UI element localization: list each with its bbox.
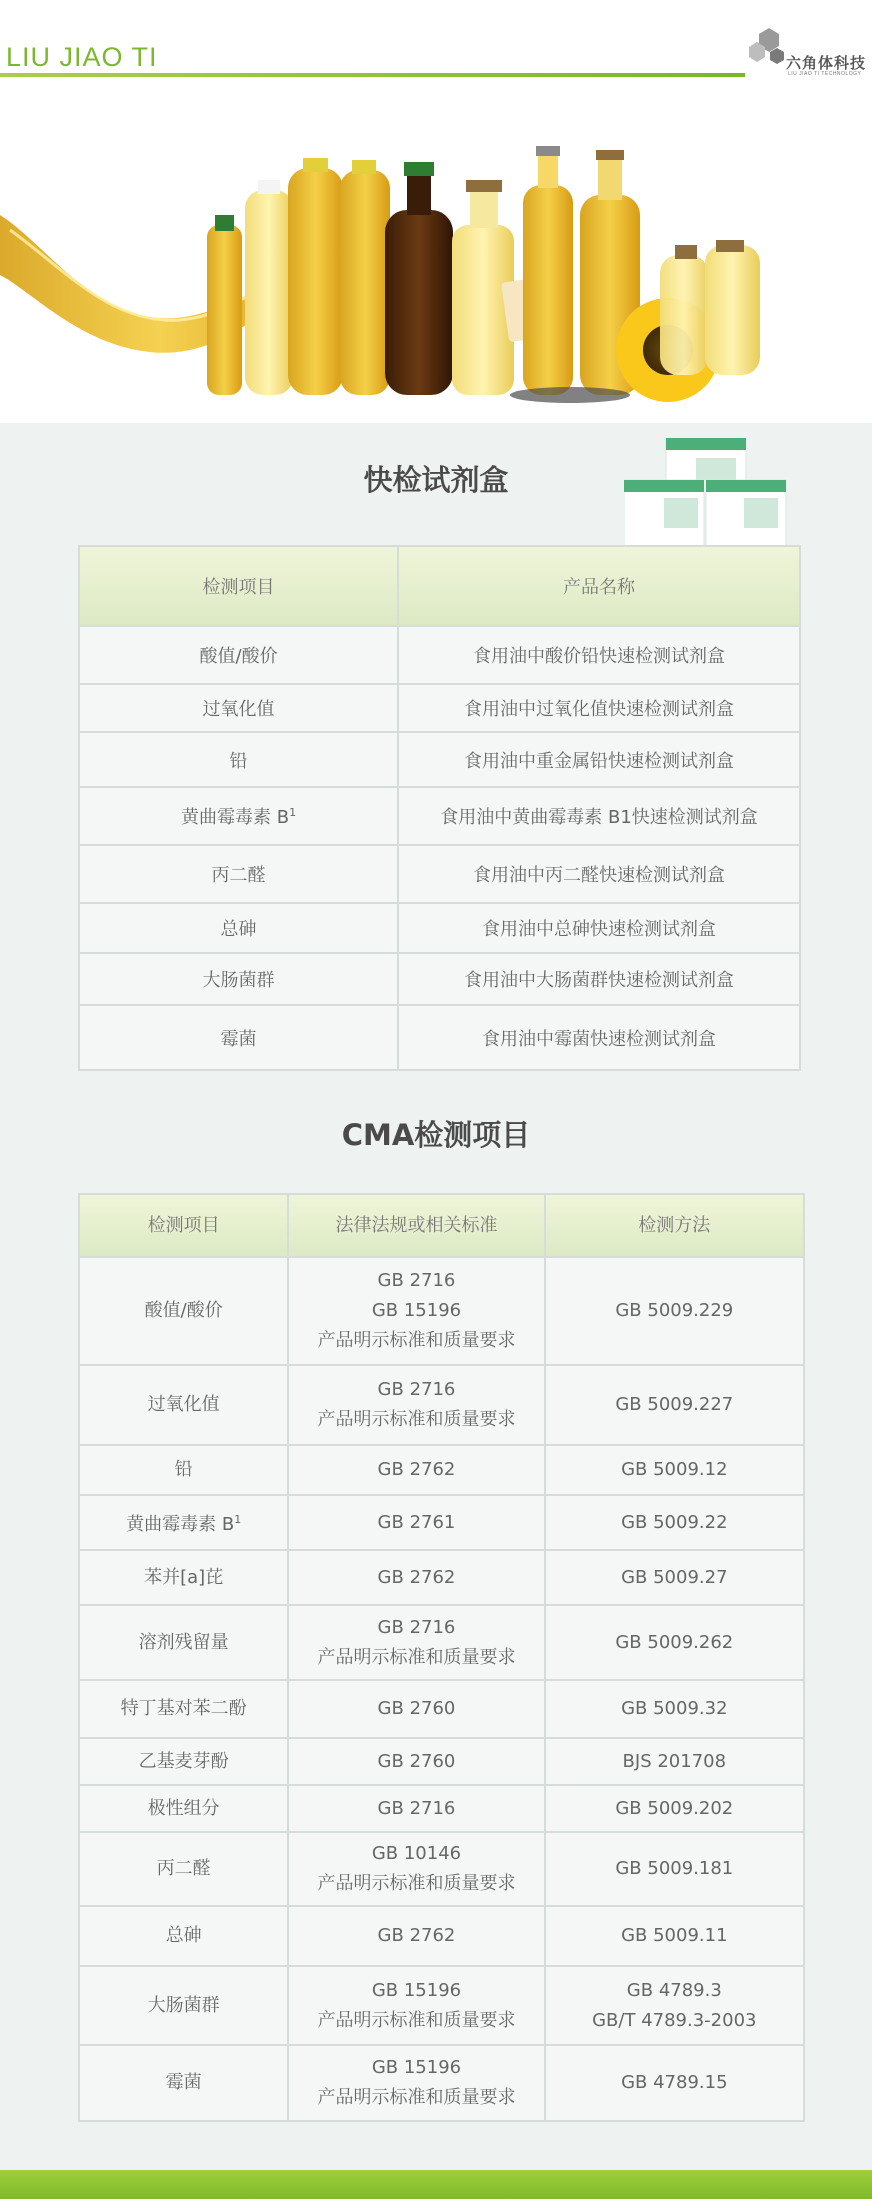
method-line: GB 5009.11 — [621, 1925, 728, 1946]
product-name-cell: 食用油中总砷快速检测试剂盒 — [398, 903, 800, 953]
test-item-cell — [79, 1550, 288, 1605]
standards-cell — [288, 1445, 544, 1495]
subscript-marker: 1 — [234, 1513, 242, 1526]
method-line: GB 4789.15 — [621, 2072, 728, 2093]
test-item-cell — [79, 1906, 288, 1966]
brand-text: LIU JIAO TI — [6, 42, 158, 72]
test-item-cell — [79, 1680, 288, 1738]
test-item-cell — [79, 684, 398, 732]
subscript-marker: 1 — [289, 806, 297, 819]
standard-line: 产品明示标准和质量要求 — [317, 2009, 516, 2031]
standard-line: GB 2760 — [377, 1698, 456, 1719]
test-item-cell — [79, 1257, 288, 1365]
test-item-text: 过氧化值 — [202, 699, 275, 720]
test-method-cell — [545, 1365, 804, 1445]
test-method-cell — [545, 1738, 804, 1785]
test-item-cell — [79, 903, 398, 953]
header-product-name: 产品名称 — [398, 546, 800, 626]
logo-english-text: LIU JIAO TI TECHNOLOGY — [788, 71, 862, 77]
table-row — [79, 1445, 804, 1495]
standard-line: GB 15196 — [371, 1979, 462, 2001]
test-method-cell — [545, 1550, 804, 1605]
standard-line: GB 2716 — [377, 1270, 456, 1291]
test-item-cell — [79, 2045, 288, 2121]
standard-line: 产品明示标准和质量要求 — [317, 1873, 516, 1894]
standard-line: GB 2716 — [377, 1616, 456, 1638]
table-row — [79, 626, 800, 684]
standard-line: 产品明示标准和质量要求 — [317, 1646, 516, 1668]
product-name-cell: 食用油中大肠菌群快速检测试剂盒 — [398, 953, 800, 1005]
standards-cell — [288, 1966, 544, 2045]
table-row — [79, 1966, 804, 2045]
oil-bottles-illustration — [0, 90, 872, 423]
table-row — [79, 1832, 804, 1906]
product-name-cell: 食用油中过氧化值快速检测试剂盒 — [398, 684, 800, 732]
test-item-cell — [79, 1495, 288, 1550]
quick-test-kit-table — [78, 545, 801, 1071]
test-item-text: 丙二醛 — [211, 865, 266, 886]
standard-line: 产品明示标准和质量要求 — [317, 2087, 516, 2108]
test-item-text: 丙二醛 — [156, 1858, 211, 1879]
standard-line: GB 2761 — [377, 1511, 456, 1533]
test-item-cell — [79, 845, 398, 903]
method-line: BJS 201708 — [622, 1750, 727, 1772]
test-item-cell — [79, 953, 398, 1005]
test-method-cell — [545, 1832, 804, 1906]
table-row — [79, 732, 800, 787]
table-header-row — [79, 1194, 804, 1257]
test-item-text: 酸值/酸价 — [144, 1300, 223, 1321]
standards-cell — [288, 1605, 544, 1680]
table-row — [79, 1605, 804, 1680]
table-row — [79, 845, 800, 903]
header-test-method: 检测方法 — [545, 1194, 804, 1257]
test-item-text: 霉菌 — [165, 2072, 202, 2093]
table-row — [79, 787, 800, 845]
product-name-cell: 食用油中酸价铅快速检测试剂盒 — [398, 626, 800, 684]
footer-bar — [0, 2170, 872, 2199]
standards-cell — [288, 1257, 544, 1365]
test-item-cell — [79, 1005, 398, 1070]
test-item-cell — [79, 1445, 288, 1495]
test-item-text: 大肠菌群 — [202, 970, 275, 991]
method-line: GB 5009.181 — [615, 1858, 734, 1879]
table-row — [79, 1738, 804, 1785]
test-item-text: 酸值/酸价 — [199, 646, 278, 667]
standards-cell — [288, 1832, 544, 1906]
test-item-text: 总砷 — [165, 1925, 202, 1946]
table-row — [79, 1550, 804, 1605]
method-line: GB/T 4789.3-2003 — [592, 2009, 757, 2031]
test-item-cell — [79, 1738, 288, 1785]
table-row — [79, 1365, 804, 1445]
product-name-cell: 食用油中重金属铅快速检测试剂盒 — [398, 732, 800, 787]
table-row — [79, 1005, 800, 1070]
standard-line: GB 2760 — [377, 1750, 456, 1772]
standard-line: GB 15196 — [371, 1300, 462, 1321]
test-method-cell — [545, 1785, 804, 1832]
test-method-cell — [545, 1680, 804, 1738]
page-header — [0, 0, 872, 90]
header-test-item: 检测项目 — [79, 546, 398, 626]
header-divider — [0, 73, 745, 77]
standard-line: GB 2762 — [377, 1925, 456, 1946]
standards-cell — [288, 2045, 544, 2121]
test-item-text: 特丁基对苯二酚 — [120, 1698, 247, 1719]
method-line: GB 5009.202 — [615, 1797, 734, 1819]
test-item-text: 铅 — [174, 1459, 193, 1480]
standard-line: GB 2762 — [377, 1459, 456, 1480]
table-row — [79, 1906, 804, 1966]
test-item-text: 乙基麦芽酚 — [138, 1750, 229, 1772]
standard-line: GB 10146 — [371, 1843, 462, 1864]
test-item-text: 大肠菌群 — [147, 1994, 220, 2016]
method-line: GB 5009.12 — [621, 1459, 728, 1480]
table-row — [79, 1257, 804, 1365]
standard-line: 产品明示标准和质量要求 — [317, 1409, 516, 1430]
test-item-text: 黄曲霉毒素 B — [126, 1514, 235, 1535]
test-kit-boxes-illustration — [624, 438, 790, 552]
table-row — [79, 903, 800, 953]
test-method-cell — [545, 1257, 804, 1365]
test-kit-boxes-image — [624, 438, 790, 552]
table-row — [79, 1495, 804, 1550]
standard-line: GB 15196 — [371, 2057, 462, 2078]
test-item-text: 极性组分 — [147, 1797, 220, 1819]
standards-cell — [288, 1906, 544, 1966]
test-item-text: 铅 — [229, 750, 248, 772]
table-row — [79, 1680, 804, 1738]
header-standards: 法律法规或相关标准 — [288, 1194, 544, 1257]
test-item-cell — [79, 1785, 288, 1832]
section-title-quick-test-kits: 快检试剂盒 — [363, 463, 509, 497]
standards-cell — [288, 1785, 544, 1832]
test-item-text: 溶剂残留量 — [138, 1631, 229, 1653]
test-method-cell — [545, 1445, 804, 1495]
test-item-text: 总砷 — [220, 919, 257, 940]
product-name-cell: 食用油中黄曲霉毒素 B1快速检测试剂盒 — [398, 787, 800, 845]
standards-cell — [288, 1680, 544, 1738]
method-line: GB 4789.3 — [626, 1979, 722, 2001]
test-item-text: 过氧化值 — [147, 1394, 220, 1415]
method-line: GB 5009.22 — [621, 1511, 728, 1533]
table-row — [79, 953, 800, 1005]
test-item-cell — [79, 732, 398, 787]
logo-chinese-text: 六角体科技 — [786, 54, 867, 72]
method-line: GB 5009.32 — [621, 1698, 728, 1719]
test-method-cell — [545, 1605, 804, 1680]
table-row — [79, 684, 800, 732]
method-line: GB 5009.27 — [621, 1566, 728, 1588]
test-method-cell — [545, 1495, 804, 1550]
test-item-text: 苯并[a]芘 — [144, 1566, 224, 1588]
standard-line: GB 2716 — [377, 1797, 456, 1819]
test-item-cell — [79, 1832, 288, 1906]
standard-line: GB 2716 — [377, 1379, 456, 1400]
oil-bottles-banner — [0, 90, 872, 423]
standards-cell — [288, 1365, 544, 1445]
standard-line: GB 2762 — [377, 1566, 456, 1588]
test-item-cell — [79, 787, 398, 845]
method-line: GB 5009.229 — [615, 1300, 734, 1321]
test-item-text: 黄曲霉毒素 B — [181, 807, 290, 828]
company-logo — [744, 26, 866, 82]
test-method-cell — [545, 1906, 804, 1966]
table-row — [79, 1785, 804, 1832]
method-line: GB 5009.262 — [615, 1631, 734, 1653]
standards-cell — [288, 1550, 544, 1605]
test-item-cell — [79, 626, 398, 684]
standards-cell — [288, 1738, 544, 1785]
test-method-cell — [545, 2045, 804, 2121]
test-item-cell — [79, 1966, 288, 2045]
test-item-text: 霉菌 — [220, 1028, 257, 1050]
method-line: GB 5009.227 — [615, 1394, 734, 1415]
product-name-cell: 食用油中丙二醛快速检测试剂盒 — [398, 845, 800, 903]
header-test-item: 检测项目 — [79, 1194, 288, 1257]
test-item-cell — [79, 1605, 288, 1680]
table-header-row — [79, 546, 800, 626]
table-row — [79, 2045, 804, 2121]
section-title-cma-tests: CMA检测项目 — [341, 1118, 531, 1152]
test-item-cell — [79, 1365, 288, 1445]
product-name-cell: 食用油中霉菌快速检测试剂盒 — [398, 1005, 800, 1070]
standards-cell — [288, 1495, 544, 1550]
test-method-cell — [545, 1966, 804, 2045]
standard-line: 产品明示标准和质量要求 — [317, 1330, 516, 1351]
cma-test-table — [78, 1193, 805, 2122]
